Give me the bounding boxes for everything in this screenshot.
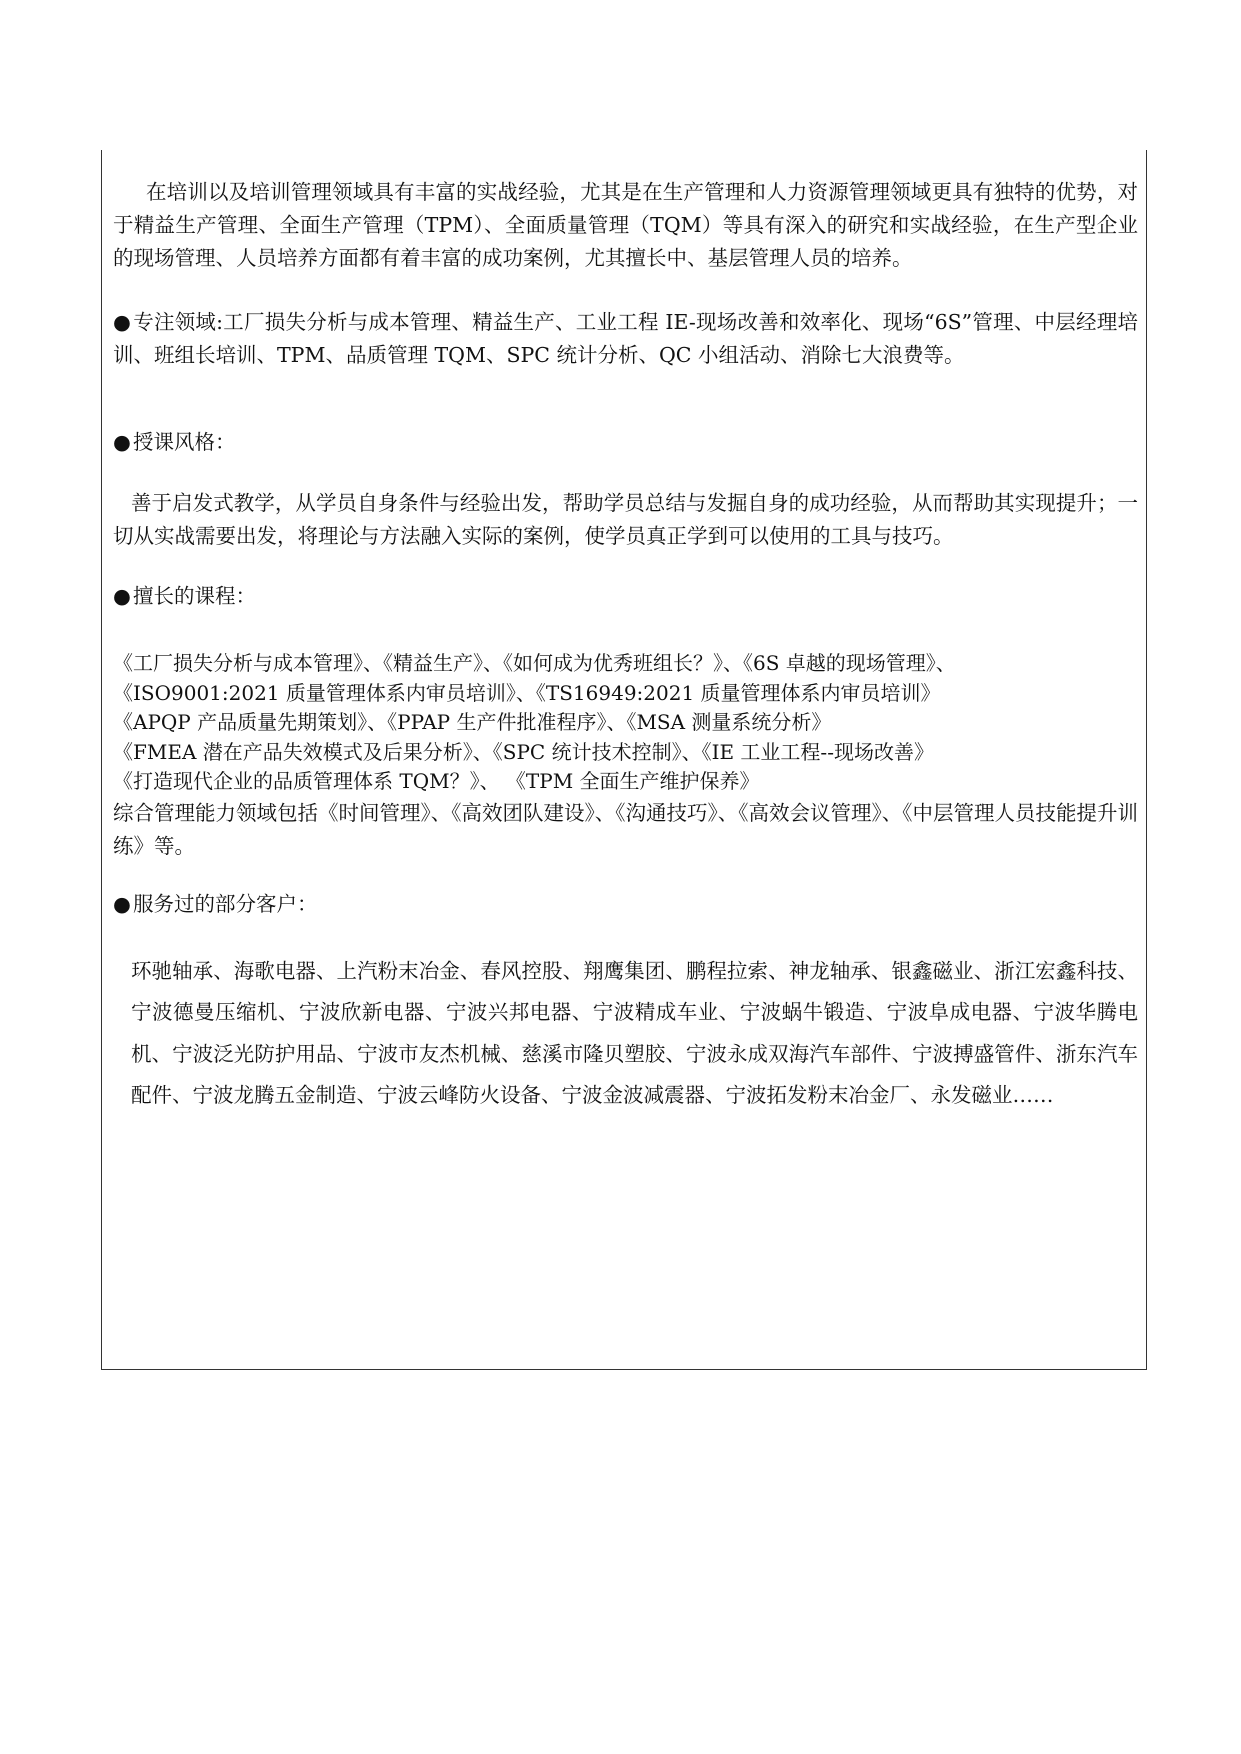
course-line: 《工厂损失分析与成本管理》、《精益生产》、《如何成为优秀班组长？》、《6S 卓越的现场管理》、 — [113, 651, 956, 675]
bullet-icon: ● — [113, 584, 131, 608]
focus-paragraph — [113, 306, 1138, 372]
course-line: 《FMEA 潜在产品失效模式及后果分析》、《SPC 统计技术控制》、《IE 工业工程--现场改善》 — [113, 739, 934, 764]
style-paragraph: 善于启发式教学，从学员自身条件与经验出发，帮助学员总结与发掘自身的成功经验，从而帮助其实现提升；一切从实战需要出发，将理论与方法融入实际的案例，使学员真正学到可以使用的工具与技巧。 — [113, 491, 1138, 548]
course-line: 《APQP 产品质量先期策划》、《PPAP 生产件批准程序》、《MSA 测量系统分析》 — [113, 710, 832, 734]
courses-heading: ● 擅长的课程： — [113, 580, 1138, 613]
clients-paragraph: 环驰轴承、海歌电器、上汽粉末冶金、春风控股、翔鹰集团、鹏程拉索、神龙轴承、银鑫磁业、浙江宏鑫科技、宁波德曼压缩机、宁波欣新电器、宁波兴邦电器、宁波精成车业、宁波蜗牛锻造、宁波阜成电器、宁波华腾电机、宁波泛光防护用品、宁波市友杰机械、慈溪市隆贝塑胶、宁波永成双海汽车部件、宁波搏盛管件、浙东汽车配件、宁波龙腾五金制造、宁波云峰防火设备、宁波金波减震器、宁波拓发粉末冶金厂、永发磁业…… — [131, 958, 1138, 1107]
focus-text: 工厂损失分析与成本管理、精益生产、工业工程 IE-现场改善和效率化、现场“6S”管理、中层经理培训、班组长培训、TPM、品质管理 TQM、SPC 统计分析、QC 小组活动、消除七大浪费等。 — [113, 310, 1138, 367]
course-line: 《ISO9001:2021 质量管理体系内审员培训》、《TS16949:2021 质量管理体系内审员培训》 — [113, 680, 941, 705]
bullet-icon: ● — [113, 891, 131, 916]
course-list — [113, 649, 1138, 797]
intro-paragraph: 在培训以及培训管理领域具有丰富的实战经验，尤其是在生产管理和人力资源管理领域更具有独特的优势，对于精益生产管理、全面生产管理（TPM）、全面质量管理（TQM）等具有深入的研究和实战经验，在生产型企业的现场管理、人员培养方面都有着丰富的成功案例，尤其擅长中、基层管理人员的培养。 — [113, 180, 1138, 270]
bullet-icon: ● — [113, 430, 131, 454]
clients-heading: ● 服务过的部分客户： — [113, 888, 1138, 921]
courses-summary: 综合管理能力领域包括《时间管理》、《高效团队建设》、《沟通技巧》、《高效会议管理》、《中层管理人员技能提升训练》等。 — [113, 800, 1138, 858]
style-heading: ● 授课风格： — [113, 426, 1138, 459]
bullet-icon: ● — [113, 310, 131, 334]
bio-content — [113, 176, 1138, 1117]
bio-table-cell — [101, 150, 1147, 1370]
course-line: 《打造现代企业的品质管理体系 TQM？》、 《TPM 全面生产维护保养》 — [113, 769, 760, 793]
focus-label: 专注领域: — [133, 310, 224, 334]
